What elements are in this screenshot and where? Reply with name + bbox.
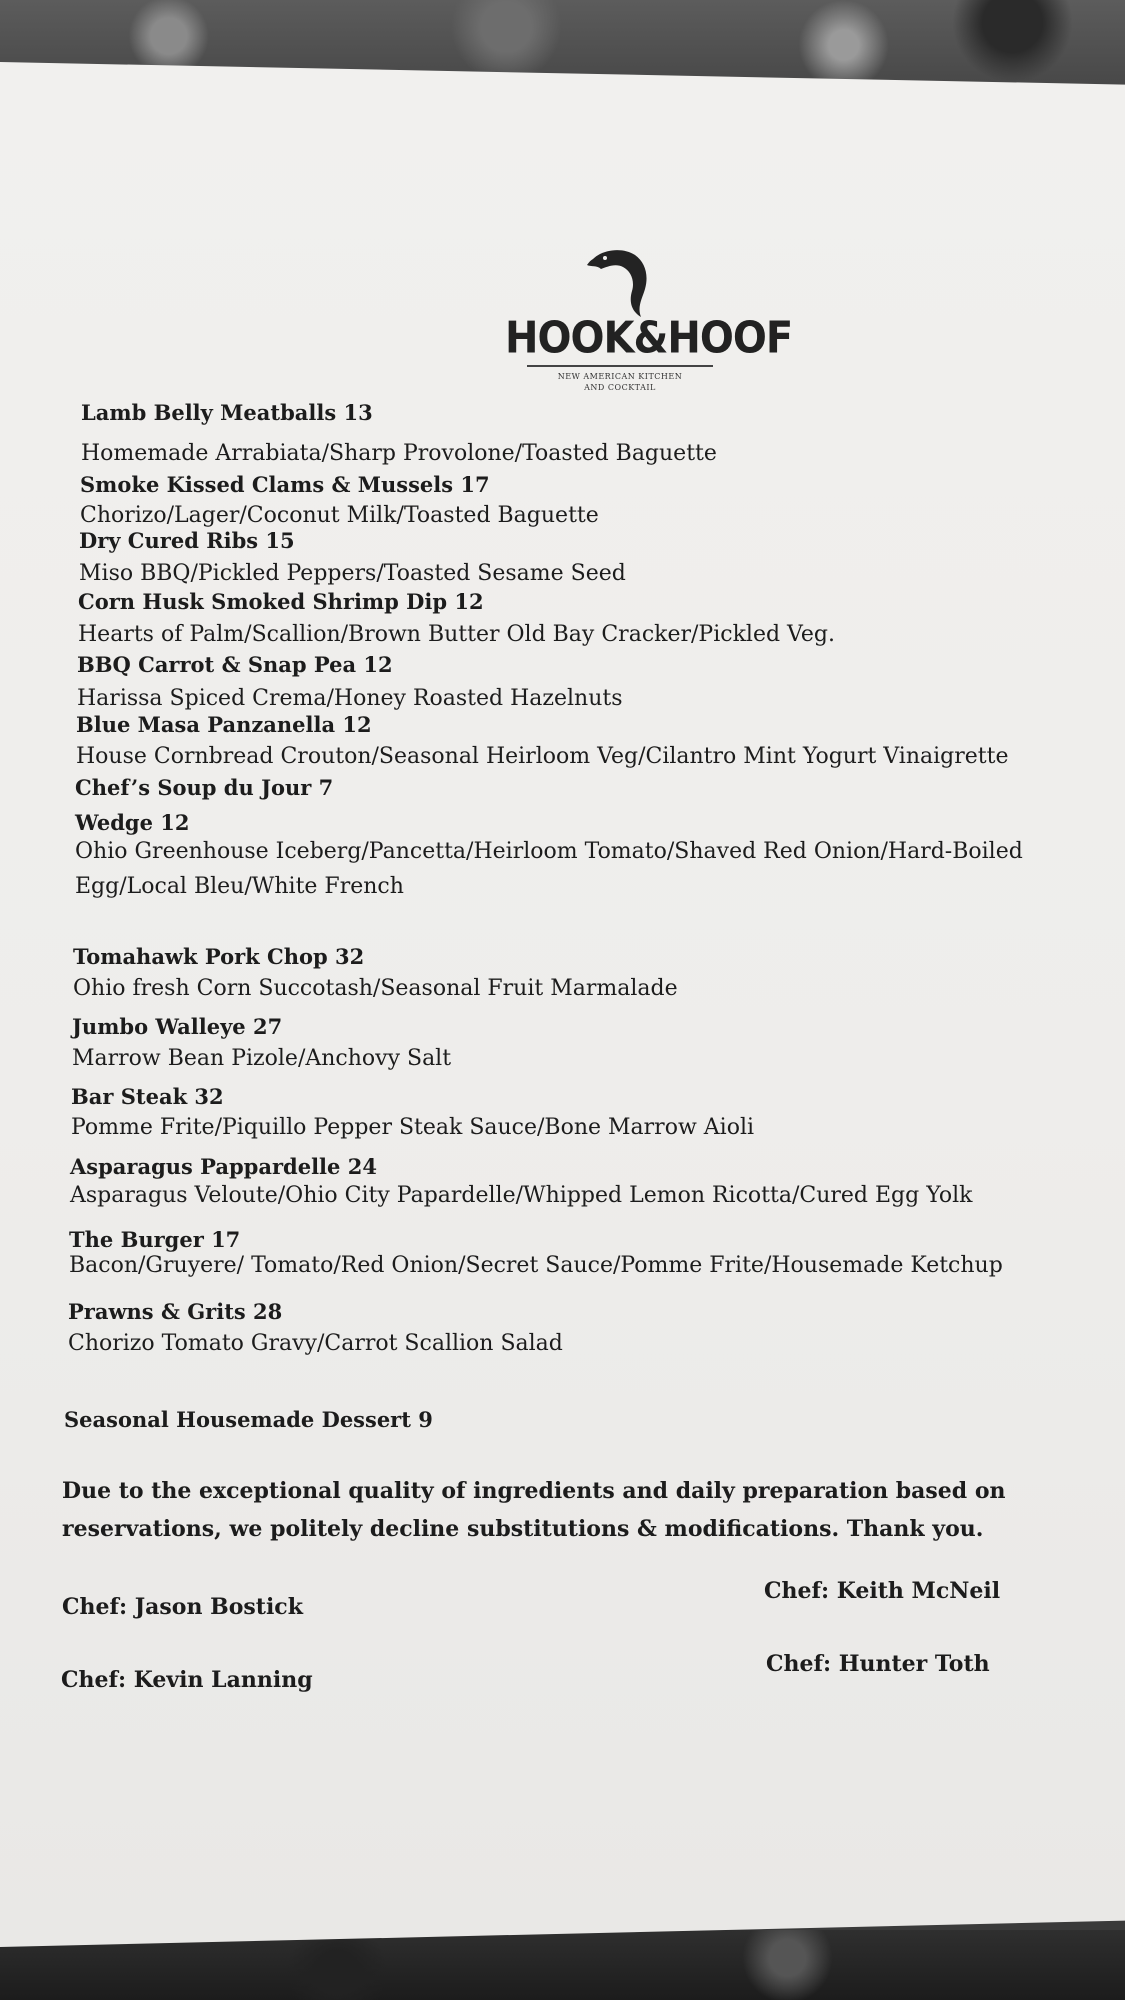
- menu-item-desc: Ohio Greenhouse Iceberg/Pancetta/Heirloom Tomato/Shaved Red Onion/Hard-Boiled: [75, 839, 1023, 864]
- menu-item-desc: Chorizo Tomato Gravy/Carrot Scallion Salad: [68, 1331, 563, 1356]
- menu-item-name: Blue Masa Panzanella 12: [76, 712, 372, 737]
- chef-name: Chef: Kevin Lanning: [61, 1667, 313, 1693]
- menu-item-name: Smoke Kissed Clams & Mussels 17: [80, 472, 490, 497]
- menu-item-desc: Ohio fresh Corn Succotash/Seasonal Fruit Marmalade: [73, 976, 678, 1001]
- fish-icon: [585, 245, 655, 319]
- menu-item-name: Asparagus Pappardelle 24: [70, 1154, 377, 1179]
- chef-name: Chef: Keith McNeil: [764, 1578, 1001, 1604]
- menu-item-desc: Pomme Frite/Piquillo Pepper Steak Sauce/Bone Marrow Aioli: [71, 1115, 755, 1140]
- menu-item-desc: Bacon/Gruyere/ Tomato/Red Onion/Secret Sauce/Pomme Frite/Housemade Ketchup: [69, 1253, 1003, 1278]
- policy-notice-line-2: reservations, we politely decline substitutions & modifications. Thank you.: [62, 1516, 984, 1542]
- restaurant-tagline-1: NEW AMERICAN KITCHEN: [557, 372, 683, 381]
- menu-item-name: Lamb Belly Meatballs 13: [81, 400, 373, 425]
- menu-item-name: Tomahawk Pork Chop 32: [73, 944, 365, 969]
- restaurant-name: HOOK&HOOF: [505, 312, 793, 364]
- menu-item-name: Dry Cured Ribs 15: [79, 528, 295, 553]
- menu-item-desc: Miso BBQ/Pickled Peppers/Toasted Sesame Seed: [79, 561, 626, 586]
- menu-item-desc: Hearts of Palm/Scallion/Brown Butter Old Bay Cracker/Pickled Veg.: [78, 622, 836, 647]
- menu-item-desc-continued: Egg/Local Bleu/White French: [75, 874, 404, 899]
- menu-item-desc: Asparagus Veloute/Ohio City Papardelle/Whipped Lemon Ricotta/Cured Egg Yolk: [70, 1183, 973, 1208]
- menu-item-name: Jumbo Walleye 27: [72, 1014, 283, 1039]
- menu-item-desc: Marrow Bean Pizole/Anchovy Salt: [72, 1046, 452, 1071]
- policy-notice-line-1: Due to the exceptional quality of ingredients and daily preparation based on: [62, 1478, 1006, 1504]
- menu-item-name: Seasonal Housemade Dessert 9: [64, 1407, 433, 1432]
- restaurant-logo: [505, 245, 793, 415]
- menu-item-name: The Burger 17: [69, 1227, 241, 1252]
- logo-divider: [527, 365, 713, 367]
- menu-item-name: BBQ Carrot & Snap Pea 12: [77, 652, 393, 677]
- restaurant-tagline-2: AND COCKTAIL: [584, 383, 656, 392]
- menu-item-name: Corn Husk Smoked Shrimp Dip 12: [78, 589, 484, 614]
- menu-item-desc: Harissa Spiced Crema/Honey Roasted Hazelnuts: [77, 686, 623, 711]
- menu-item-name: Bar Steak 32: [71, 1084, 224, 1109]
- menu-item-name: Prawns & Grits 28: [68, 1299, 283, 1324]
- menu-item-desc: Homemade Arrabiata/Sharp Provolone/Toasted Baguette: [81, 441, 717, 466]
- menu-item-name: Wedge 12: [75, 810, 190, 835]
- menu-item-desc: Chorizo/Lager/Coconut Milk/Toasted Baguette: [80, 503, 599, 528]
- menu-item-name: Chef’s Soup du Jour 7: [75, 775, 334, 800]
- chef-name: Chef: Jason Bostick: [62, 1594, 303, 1620]
- menu-item-desc: House Cornbread Crouton/Seasonal Heirloom Veg/Cilantro Mint Yogurt Vinaigrette: [76, 744, 1009, 769]
- chef-name: Chef: Hunter Toth: [766, 1651, 990, 1677]
